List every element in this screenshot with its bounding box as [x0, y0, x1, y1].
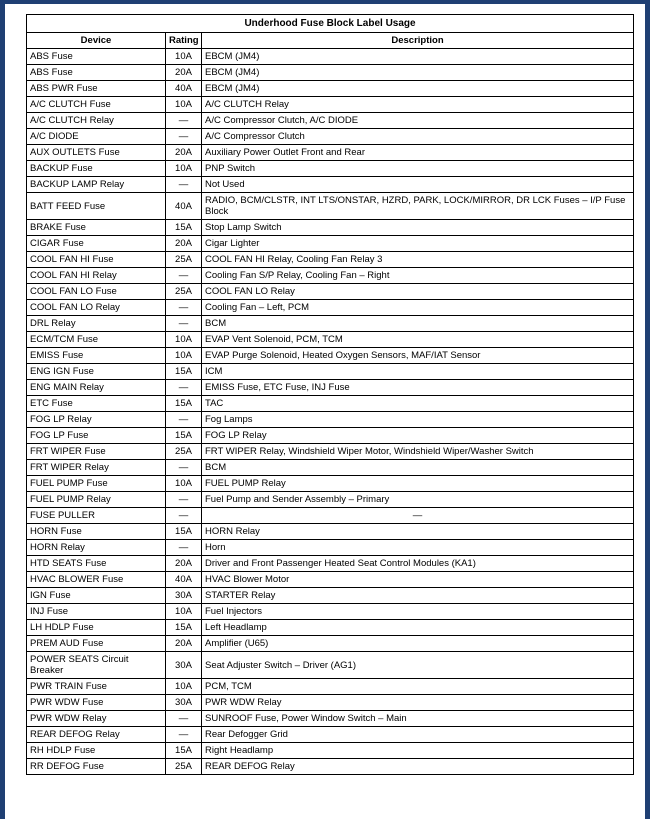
description-cell: Cigar Lighter	[202, 236, 634, 252]
description-cell: Driver and Front Passenger Heated Seat Control Modules (KA1)	[202, 556, 634, 572]
description-cell: SUNROOF Fuse, Power Window Switch – Main	[202, 711, 634, 727]
table-row	[27, 348, 634, 364]
description-cell: A/C Compressor Clutch	[202, 129, 634, 145]
device-cell: HTD SEATS Fuse	[27, 556, 166, 572]
table-row	[27, 695, 634, 711]
rating-cell: 30A	[166, 695, 202, 711]
rating-cell: —	[166, 508, 202, 524]
description-cell: HVAC Blower Motor	[202, 572, 634, 588]
rating-cell: 10A	[166, 679, 202, 695]
rating-cell: —	[166, 540, 202, 556]
description-cell: EVAP Vent Solenoid, PCM, TCM	[202, 332, 634, 348]
rating-cell: 10A	[166, 476, 202, 492]
description-cell: Fuel Injectors	[202, 604, 634, 620]
description-cell: Cooling Fan S/P Relay, Cooling Fan – Right	[202, 268, 634, 284]
device-cell: ENG IGN Fuse	[27, 364, 166, 380]
device-cell: BATT FEED Fuse	[27, 193, 166, 220]
table-row	[27, 161, 634, 177]
table-row	[27, 604, 634, 620]
device-cell: RR DEFOG Fuse	[27, 759, 166, 775]
table-row	[27, 412, 634, 428]
table-row	[27, 113, 634, 129]
rating-cell: 30A	[166, 652, 202, 679]
device-cell: FUSE PULLER	[27, 508, 166, 524]
device-cell: PWR TRAIN Fuse	[27, 679, 166, 695]
description-cell: —	[202, 508, 634, 524]
rating-cell: 40A	[166, 193, 202, 220]
rating-cell: —	[166, 268, 202, 284]
rating-cell: 10A	[166, 97, 202, 113]
rating-cell: 25A	[166, 759, 202, 775]
device-cell: IGN Fuse	[27, 588, 166, 604]
table-row	[27, 444, 634, 460]
description-cell: RADIO, BCM/CLSTR, INT LTS/ONSTAR, HZRD, PARK, LOCK/MIRROR, DR LCK Fuses – I/P Fuse Block	[202, 193, 634, 220]
table-row	[27, 476, 634, 492]
device-cell: COOL FAN HI Relay	[27, 268, 166, 284]
table-row	[27, 636, 634, 652]
device-cell: EMISS Fuse	[27, 348, 166, 364]
table-row	[27, 364, 634, 380]
table-row	[27, 316, 634, 332]
rating-cell: —	[166, 300, 202, 316]
column-header-device: Device	[27, 33, 166, 49]
description-cell: COOL FAN HI Relay, Cooling Fan Relay 3	[202, 252, 634, 268]
rating-cell: —	[166, 380, 202, 396]
rating-cell: 40A	[166, 572, 202, 588]
table-row	[27, 679, 634, 695]
description-cell: BCM	[202, 460, 634, 476]
rating-cell: 10A	[166, 332, 202, 348]
description-cell: REAR DEFOG Relay	[202, 759, 634, 775]
table-row	[27, 588, 634, 604]
rating-cell: —	[166, 492, 202, 508]
rating-cell: 20A	[166, 636, 202, 652]
description-cell: Left Headlamp	[202, 620, 634, 636]
device-cell: POWER SEATS Circuit Breaker	[27, 652, 166, 679]
table-title: Underhood Fuse Block Label Usage	[27, 15, 634, 33]
description-cell: Cooling Fan – Left, PCM	[202, 300, 634, 316]
rating-cell: 15A	[166, 428, 202, 444]
rating-cell: 40A	[166, 81, 202, 97]
description-cell: Horn	[202, 540, 634, 556]
table-row	[27, 572, 634, 588]
table-row	[27, 524, 634, 540]
table-row	[27, 81, 634, 97]
table-row	[27, 236, 634, 252]
description-cell: Rear Defogger Grid	[202, 727, 634, 743]
description-cell: Amplifier (U65)	[202, 636, 634, 652]
rating-cell: —	[166, 412, 202, 428]
description-cell: A/C Compressor Clutch, A/C DIODE	[202, 113, 634, 129]
description-cell: TAC	[202, 396, 634, 412]
rating-cell: —	[166, 316, 202, 332]
rating-cell: —	[166, 460, 202, 476]
description-cell: PCM, TCM	[202, 679, 634, 695]
table-row	[27, 508, 634, 524]
description-cell: PWR WDW Relay	[202, 695, 634, 711]
table-row	[27, 460, 634, 476]
table-row	[27, 540, 634, 556]
rating-cell: 25A	[166, 284, 202, 300]
table-row	[27, 300, 634, 316]
rating-cell: 15A	[166, 524, 202, 540]
device-cell: FOG LP Relay	[27, 412, 166, 428]
device-cell: PWR WDW Relay	[27, 711, 166, 727]
description-cell: Auxiliary Power Outlet Front and Rear	[202, 145, 634, 161]
table-row	[27, 193, 634, 220]
device-cell: COOL FAN HI Fuse	[27, 252, 166, 268]
rating-cell: —	[166, 129, 202, 145]
description-cell: FUEL PUMP Relay	[202, 476, 634, 492]
table-row	[27, 492, 634, 508]
rating-cell: 15A	[166, 220, 202, 236]
rating-cell: 20A	[166, 236, 202, 252]
device-cell: REAR DEFOG Relay	[27, 727, 166, 743]
table-row	[27, 727, 634, 743]
description-cell: EMISS Fuse, ETC Fuse, INJ Fuse	[202, 380, 634, 396]
rating-cell: 15A	[166, 620, 202, 636]
description-cell: EBCM (JM4)	[202, 65, 634, 81]
device-cell: PREM AUD Fuse	[27, 636, 166, 652]
device-cell: RH HDLP Fuse	[27, 743, 166, 759]
description-cell: Seat Adjuster Switch – Driver (AG1)	[202, 652, 634, 679]
device-cell: LH HDLP Fuse	[27, 620, 166, 636]
table-row	[27, 620, 634, 636]
device-cell: ENG MAIN Relay	[27, 380, 166, 396]
rating-cell: 10A	[166, 161, 202, 177]
rating-cell: —	[166, 177, 202, 193]
device-cell: FUEL PUMP Fuse	[27, 476, 166, 492]
table-row	[27, 332, 634, 348]
device-cell: BACKUP Fuse	[27, 161, 166, 177]
description-cell: EBCM (JM4)	[202, 81, 634, 97]
table-row	[27, 145, 634, 161]
rating-cell: 15A	[166, 743, 202, 759]
device-cell: INJ Fuse	[27, 604, 166, 620]
description-cell: Not Used	[202, 177, 634, 193]
device-cell: ABS Fuse	[27, 49, 166, 65]
device-cell: CIGAR Fuse	[27, 236, 166, 252]
rating-cell: 25A	[166, 252, 202, 268]
device-cell: A/C CLUTCH Fuse	[27, 97, 166, 113]
table-row	[27, 97, 634, 113]
rating-cell: 10A	[166, 49, 202, 65]
description-cell: STARTER Relay	[202, 588, 634, 604]
rating-cell: 20A	[166, 556, 202, 572]
description-cell: A/C CLUTCH Relay	[202, 97, 634, 113]
description-cell: EVAP Purge Solenoid, Heated Oxygen Sensors, MAF/IAT Sensor	[202, 348, 634, 364]
table-row	[27, 220, 634, 236]
table-row	[27, 129, 634, 145]
rating-cell: 15A	[166, 396, 202, 412]
table-row	[27, 759, 634, 775]
description-cell: EBCM (JM4)	[202, 49, 634, 65]
device-cell: FRT WIPER Relay	[27, 460, 166, 476]
table-row	[27, 396, 634, 412]
description-cell: HORN Relay	[202, 524, 634, 540]
device-cell: A/C DIODE	[27, 129, 166, 145]
rating-cell: 10A	[166, 348, 202, 364]
device-cell: ECM/TCM Fuse	[27, 332, 166, 348]
device-cell: PWR WDW Fuse	[27, 695, 166, 711]
device-cell: A/C CLUTCH Relay	[27, 113, 166, 129]
device-cell: ABS Fuse	[27, 65, 166, 81]
device-cell: HORN Fuse	[27, 524, 166, 540]
table-row	[27, 743, 634, 759]
device-cell: ABS PWR Fuse	[27, 81, 166, 97]
rating-cell: —	[166, 113, 202, 129]
table-row	[27, 268, 634, 284]
table-row	[27, 380, 634, 396]
table-body	[27, 49, 634, 775]
rating-cell: 20A	[166, 65, 202, 81]
rating-cell: 10A	[166, 604, 202, 620]
device-cell: BRAKE Fuse	[27, 220, 166, 236]
column-header-rating: Rating	[166, 33, 202, 49]
device-cell: COOL FAN LO Relay	[27, 300, 166, 316]
device-cell: AUX OUTLETS Fuse	[27, 145, 166, 161]
device-cell: FOG LP Fuse	[27, 428, 166, 444]
description-cell: BCM	[202, 316, 634, 332]
description-cell: Stop Lamp Switch	[202, 220, 634, 236]
table-row	[27, 711, 634, 727]
description-cell: ICM	[202, 364, 634, 380]
table-row	[27, 428, 634, 444]
column-header-description: Description	[202, 33, 634, 49]
device-cell: HORN Relay	[27, 540, 166, 556]
rating-cell: 30A	[166, 588, 202, 604]
device-cell: FUEL PUMP Relay	[27, 492, 166, 508]
table-row	[27, 177, 634, 193]
device-cell: BACKUP LAMP Relay	[27, 177, 166, 193]
rating-cell: 25A	[166, 444, 202, 460]
description-cell: Right Headlamp	[202, 743, 634, 759]
table-row	[27, 252, 634, 268]
rating-cell: 15A	[166, 364, 202, 380]
device-cell: FRT WIPER Fuse	[27, 444, 166, 460]
fuse-usage-table	[26, 14, 634, 775]
description-cell: Fog Lamps	[202, 412, 634, 428]
table-row	[27, 556, 634, 572]
description-cell: FRT WIPER Relay, Windshield Wiper Motor, Windshield Wiper/Washer Switch	[202, 444, 634, 460]
description-cell: PNP Switch	[202, 161, 634, 177]
table-row	[27, 65, 634, 81]
device-cell: DRL Relay	[27, 316, 166, 332]
rating-cell: —	[166, 711, 202, 727]
description-cell: FOG LP Relay	[202, 428, 634, 444]
description-cell: COOL FAN LO Relay	[202, 284, 634, 300]
description-cell: Fuel Pump and Sender Assembly – Primary	[202, 492, 634, 508]
table-row	[27, 284, 634, 300]
rating-cell: 20A	[166, 145, 202, 161]
rating-cell: —	[166, 727, 202, 743]
device-cell: HVAC BLOWER Fuse	[27, 572, 166, 588]
device-cell: COOL FAN LO Fuse	[27, 284, 166, 300]
table-row	[27, 652, 634, 679]
table-row	[27, 49, 634, 65]
device-cell: ETC Fuse	[27, 396, 166, 412]
